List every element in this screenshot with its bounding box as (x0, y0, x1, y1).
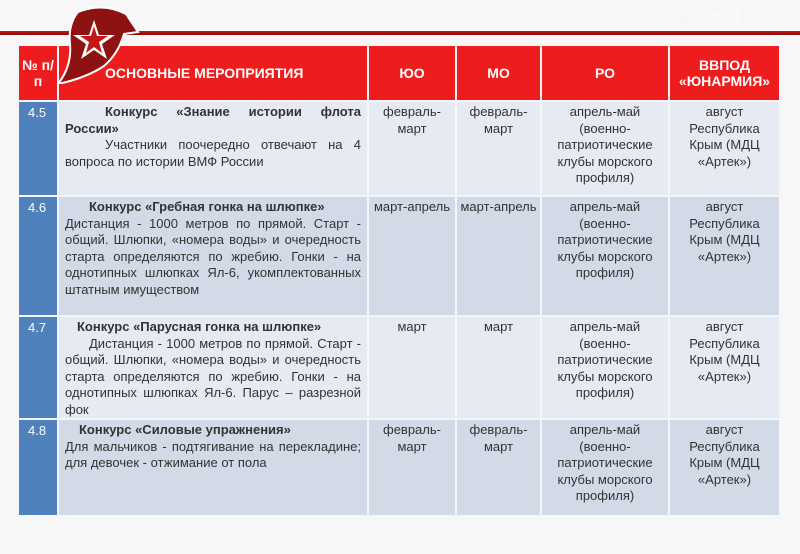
row-desc: Дистанция - 1000 метров по прямой. Старт - общий. Шлюпки, «номера воды» и очередность старта определяются по жребию. Гонки - на однотипных шлюпках Ял-6, укомплектованных штатным имуществом (65, 215, 361, 297)
row-vvpod: август Республика Крым (МДЦ «Артек») (669, 196, 780, 316)
yunarmiya-eagle-logo-icon (48, 4, 140, 84)
row-num: 4.7 (18, 316, 58, 419)
row-yuo: март (368, 316, 456, 419)
site-watermark: юнармия.рф (666, 8, 742, 22)
row-yuo: март-апрель (368, 196, 456, 316)
table-row (18, 101, 780, 196)
row-ro: апрель-май (военно-патриотические клубы морского профиля) (541, 316, 669, 419)
row-description (58, 316, 368, 419)
row-ro: апрель-май (военно-патриотические клубы морского профиля) (541, 196, 669, 316)
row-title: Конкурс «Гребная гонка на шлюпке» (89, 199, 325, 214)
row-num: 4.6 (18, 196, 58, 316)
row-mo: март (456, 316, 541, 419)
row-yuo: февраль-март (368, 419, 456, 516)
table-row (18, 316, 780, 419)
table-row (18, 196, 780, 316)
events-table (17, 44, 781, 517)
table-row (18, 419, 780, 516)
row-num: 4.8 (18, 419, 58, 516)
row-vvpod: август Республика Крым (МДЦ «Артек») (669, 316, 780, 419)
header-vvpod: ВВПОД «ЮНАРМИЯ» (669, 45, 780, 101)
row-ro: апрель-май (военно-патриотические клубы морского профиля) (541, 419, 669, 516)
row-vvpod: август Республика Крым (МДЦ «Артек») (669, 419, 780, 516)
header-yuo: ЮО (368, 45, 456, 101)
row-mo: февраль-март (456, 419, 541, 516)
row-ro: апрель-май (военно-патриотические клубы морского профиля) (541, 101, 669, 196)
row-description (58, 196, 368, 316)
row-yuo: февраль-март (368, 101, 456, 196)
row-desc: Участники поочередно отвечают на 4 вопроса по истории ВМФ России (65, 137, 361, 169)
header-main: ОСНОВНЫЕ МЕРОПРИЯТИЯ (58, 45, 368, 101)
row-title: Конкурс «Парусная гонка на шлюпке» (77, 319, 322, 334)
header-num: № п/п (18, 45, 58, 101)
header-ro: РО (541, 45, 669, 101)
row-desc: Для мальчиков - подтягивание на перекладине; для девочек - отжимание от пола (65, 438, 361, 470)
row-mo: февраль-март (456, 101, 541, 196)
row-title: Конкурс «Знание истории флота России» (65, 104, 361, 136)
row-vvpod: август Республика Крым (МДЦ «Артек») (669, 101, 780, 196)
header-mo: МО (456, 45, 541, 101)
row-mo: март-апрель (456, 196, 541, 316)
row-description (58, 419, 368, 516)
row-description (58, 101, 368, 196)
row-num: 4.5 (18, 101, 58, 196)
row-desc: Дистанция - 1000 метров по прямой. Старт - общий. Шлюпки, «номера воды» и очередность старта определяются по жребию. Гонки - на однотипных шлюпках Ял-6. Парус – разрезной фок (65, 335, 361, 417)
row-title: Конкурс «Силовые упражнения» (79, 422, 291, 437)
